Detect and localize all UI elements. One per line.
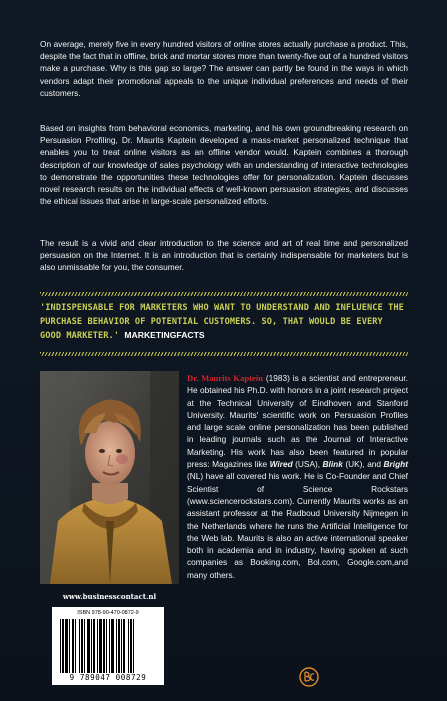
isbn-barcode [52, 607, 164, 685]
author-photo [40, 371, 179, 584]
quote-text: 'INDISPENSABLE FOR MARKETERS WHO WANT TO UNDERSTAND AND INFLUENCE THE PURCHASE BEHAVIOR OF POTENTIAL CUSTOMERS. SO, THAT WOULD BE EVERY GOOD MARKETER.' [40, 303, 404, 342]
isbn-digits: 9 789047 008729 [69, 673, 147, 682]
author-bio [187, 372, 408, 581]
bio-text-4: (NL) have all covered his work. He is Co-Founder and Chief Scientist of Science Rockstars (www.sciencerockstars.com). Currently Maurits works as an assistant professor at the Radboud University Nijmegen in the Netherlands where he runs the Artificial Intelligence for the Web lab. Maurits is also an active international speaker both in academia and in industry, having spoken at such companies as Booking.com, Bol.com, Google.com,and many others. [187, 471, 408, 580]
author-portrait-illustration [40, 371, 179, 584]
quote-source: MARKETINGFACTS [124, 330, 205, 341]
bio-text-2: (USA), [292, 459, 323, 470]
bio-text-1: (1983) is a scientist and entrepreneur. He obtained his Ph.D. with honors in a joint research project at the Technical University of Eindhoven and Stanford University. Maurits' scientific work on Persuasion Profiles and large scale online personalization has been published in leading journals such as the Journal of Interactive Marketing. His work has also been featured in popular press: Magazines like [187, 373, 408, 470]
isbn-label: ISBN 978-90-470-0872-9 [77, 610, 139, 616]
bio-magazine-wired: Wired [269, 459, 293, 470]
bio-magazine-blink: Blink [322, 459, 343, 470]
bc-monogram-icon [299, 667, 319, 687]
barcode-icon [60, 619, 156, 673]
description-paragraph-3: The result is a vivid and clear introduction to the science and art of real time and personalized persuasion on the Internet. It is an introduction that is certainly indispensable for marketers but is also unmissable for you, the consumer. [40, 238, 408, 273]
divider-top [40, 292, 408, 296]
description-paragraph-2: Based on insights from behavioral economics, marketing, and his own groundbreaking research on Persuasion Profiling, Dr. Maurits Kaptein developed a mass-market personalized technique that enables you to treat online visitors as an offline vendor would. Kaptein combines a thorough description of our knowledge of sales psychology with an understanding of interactive technologies to demonstrate the opportunities these technologies offer for personalization. Kaptein discusses novel research results on the individual effects of well-known persuasion strategies, and discusses the ethical issues that arise in large-scale personalized efforts. [40, 123, 408, 207]
publisher-url: www.businesscontact.nl [62, 592, 157, 601]
description-paragraph-1: On average, merely five in every hundred visitors of online stores actually purchase a product. This, despite the fact that in offline, brick and mortar stores more than twenty-five out of a hundred visitors make a purchase. Why is this gap so large? The answer can partly be found in the ways in which vendors adapt their promotional appeals to the unique individual preferences and needs of their customers. [40, 39, 408, 98]
review-quote [40, 302, 408, 344]
author-name: Dr. Maurits Kaptein [187, 373, 264, 383]
divider-bottom [40, 352, 408, 356]
bio-magazine-bright: Bright [383, 459, 408, 470]
bio-text-3: (UK), and [342, 459, 384, 470]
